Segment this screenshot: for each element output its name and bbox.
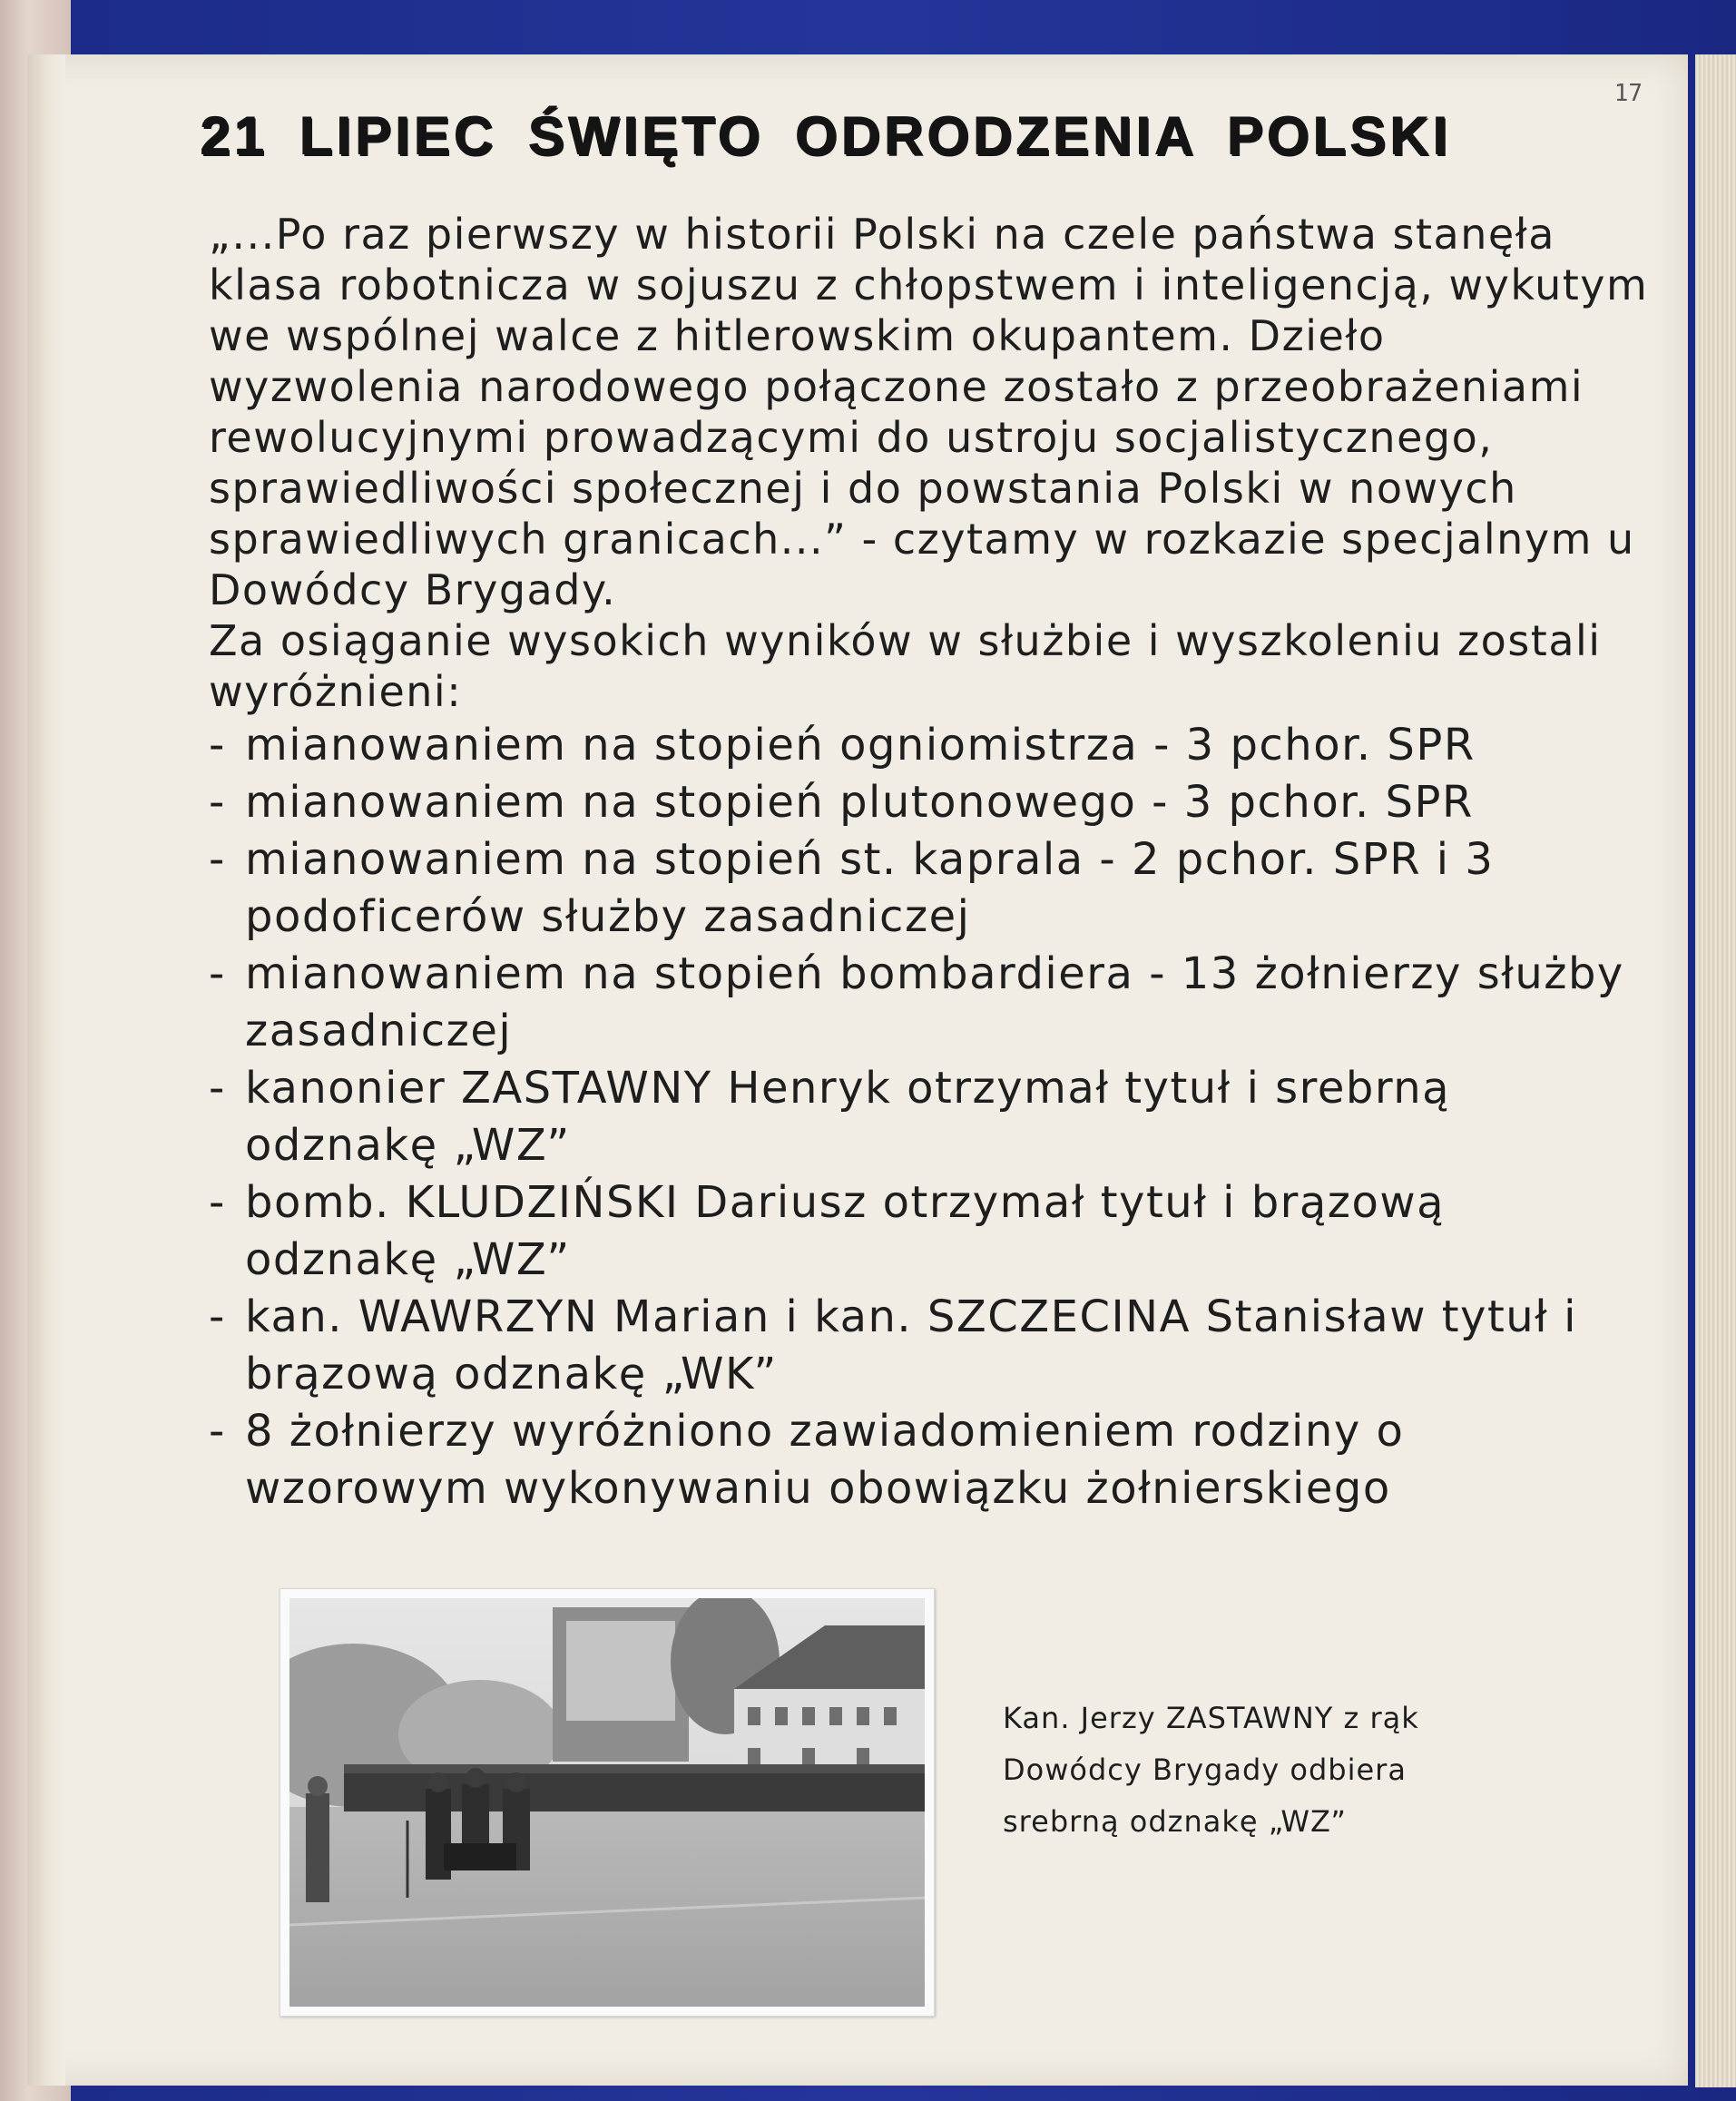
awards-lead: Za osiąganie wysokich wyników w służbie i wyszkoleniu zostali wyróżnieni: bbox=[209, 616, 1602, 716]
award-item: - mianowaniem na stopień ogniomistrza - 3 pchor. SPR bbox=[209, 717, 1652, 774]
ceremony-photo bbox=[280, 1588, 935, 2017]
chronicle-text bbox=[209, 209, 1652, 1517]
award-item: - kanonier ZASTAWNY Henryk otrzymał tytuł i srebrną odznakę „WZ” bbox=[209, 1060, 1652, 1174]
page-number: 17 bbox=[1613, 80, 1643, 107]
album-page bbox=[27, 54, 1688, 2086]
photo-caption: Kan. Jerzy ZASTAWNY z rąk Dowódcy Brygady odbiera srebrną odznakę „WZ” bbox=[1003, 1701, 1419, 1839]
award-item: - bomb. KLUDZIŃSKI Dariusz otrzymał tytuł i brązową odznakę „WZ” bbox=[209, 1174, 1652, 1289]
award-item: - mianowaniem na stopień plutonowego - 3 pchor. SPR bbox=[209, 774, 1652, 831]
page-title: 21 LIPIEC ŚWIĘTO ODRODZENIA POLSKI bbox=[200, 105, 1451, 166]
awards-list bbox=[209, 717, 1652, 1517]
page-stack-edge bbox=[1695, 54, 1736, 2087]
award-item: - mianowaniem na stopień bombardiera - 13 żołnierzy służby zasadniczej bbox=[209, 946, 1652, 1060]
ceremony-photo-image bbox=[289, 1598, 925, 2007]
intro-quote: „...Po raz pierwszy w historii Polski na czele państwa stanęła klasa robotnicza w sojuszu z chłopstwem i inteligencją, wykutym we wspólnej walce z hitlerowskim okupantem. Dzieło wyzwolenia narodowego połączone zostało z przeobrażeniami rewolucyjnymi prowadzącymi do ustroju socjalistycznego, sprawiedliwości społecznej i do powstania Polski w nowych sprawiedliwych granicach...” - czytamy w rozkazie specjalnym u Dowódcy Brygady. bbox=[209, 210, 1649, 614]
award-item: - 8 żołnierzy wyróżniono zawiadomieniem rodziny o wzorowym wykonywaniu obowiązku żołnierskiego bbox=[209, 1403, 1652, 1517]
page-binding-shadow bbox=[27, 54, 65, 2086]
award-item: - mianowaniem na stopień st. kaprala - 2 pchor. SPR i 3 podoficerów służby zasadniczej bbox=[209, 831, 1652, 946]
award-item: - kan. WAWRZYN Marian i kan. SZCZECINA Stanisław tytuł i brązową odznakę „WK” bbox=[209, 1289, 1652, 1403]
